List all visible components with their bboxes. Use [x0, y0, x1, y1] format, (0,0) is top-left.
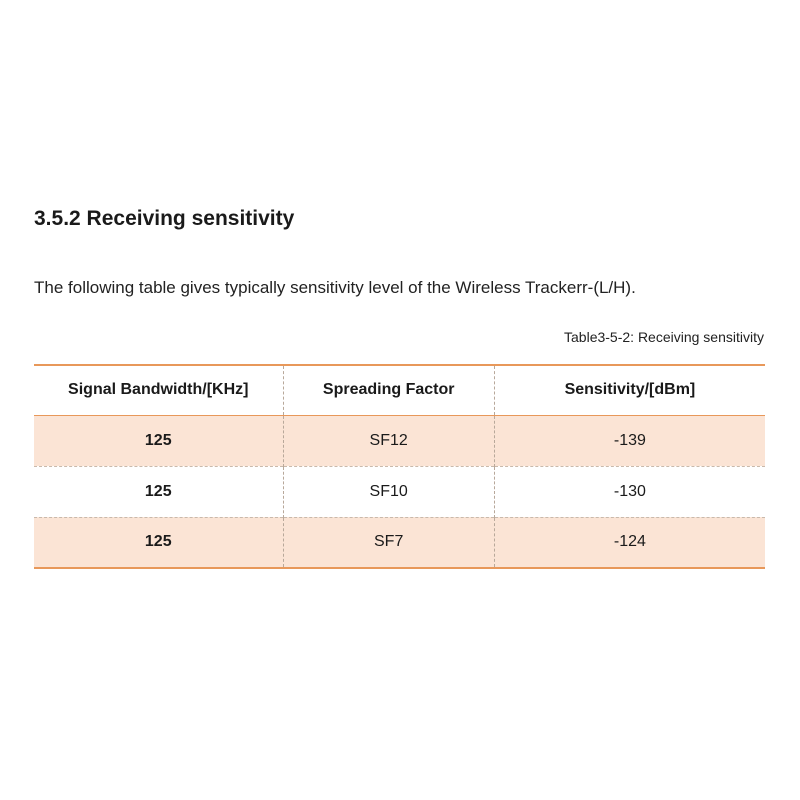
header-sensitivity: Sensitivity/[dBm] [494, 365, 765, 415]
cell-sensitivity: -130 [494, 466, 765, 517]
cell-bandwidth: 125 [34, 415, 283, 466]
section-heading: 3.5.2 Receiving sensitivity [34, 207, 295, 230]
intro-paragraph: The following table gives typically sensitivity level of the Wireless Trackerr-(L/H). [34, 278, 636, 297]
sensitivity-table [34, 364, 765, 569]
cell-sensitivity: -124 [494, 517, 765, 568]
cell-sensitivity: -139 [494, 415, 765, 466]
header-signal-bandwidth: Signal Bandwidth/[KHz] [34, 365, 283, 415]
header-spreading-factor: Spreading Factor [283, 365, 494, 415]
cell-spreading-factor: SF10 [283, 466, 494, 517]
table-caption: Table3-5-2: Receiving sensitivity [564, 329, 764, 345]
table-row [34, 466, 765, 517]
table-row [34, 415, 765, 466]
table-header-row [34, 365, 765, 415]
cell-bandwidth: 125 [34, 466, 283, 517]
cell-bandwidth: 125 [34, 517, 283, 568]
cell-spreading-factor: SF7 [283, 517, 494, 568]
table-row [34, 517, 765, 568]
cell-spreading-factor: SF12 [283, 415, 494, 466]
